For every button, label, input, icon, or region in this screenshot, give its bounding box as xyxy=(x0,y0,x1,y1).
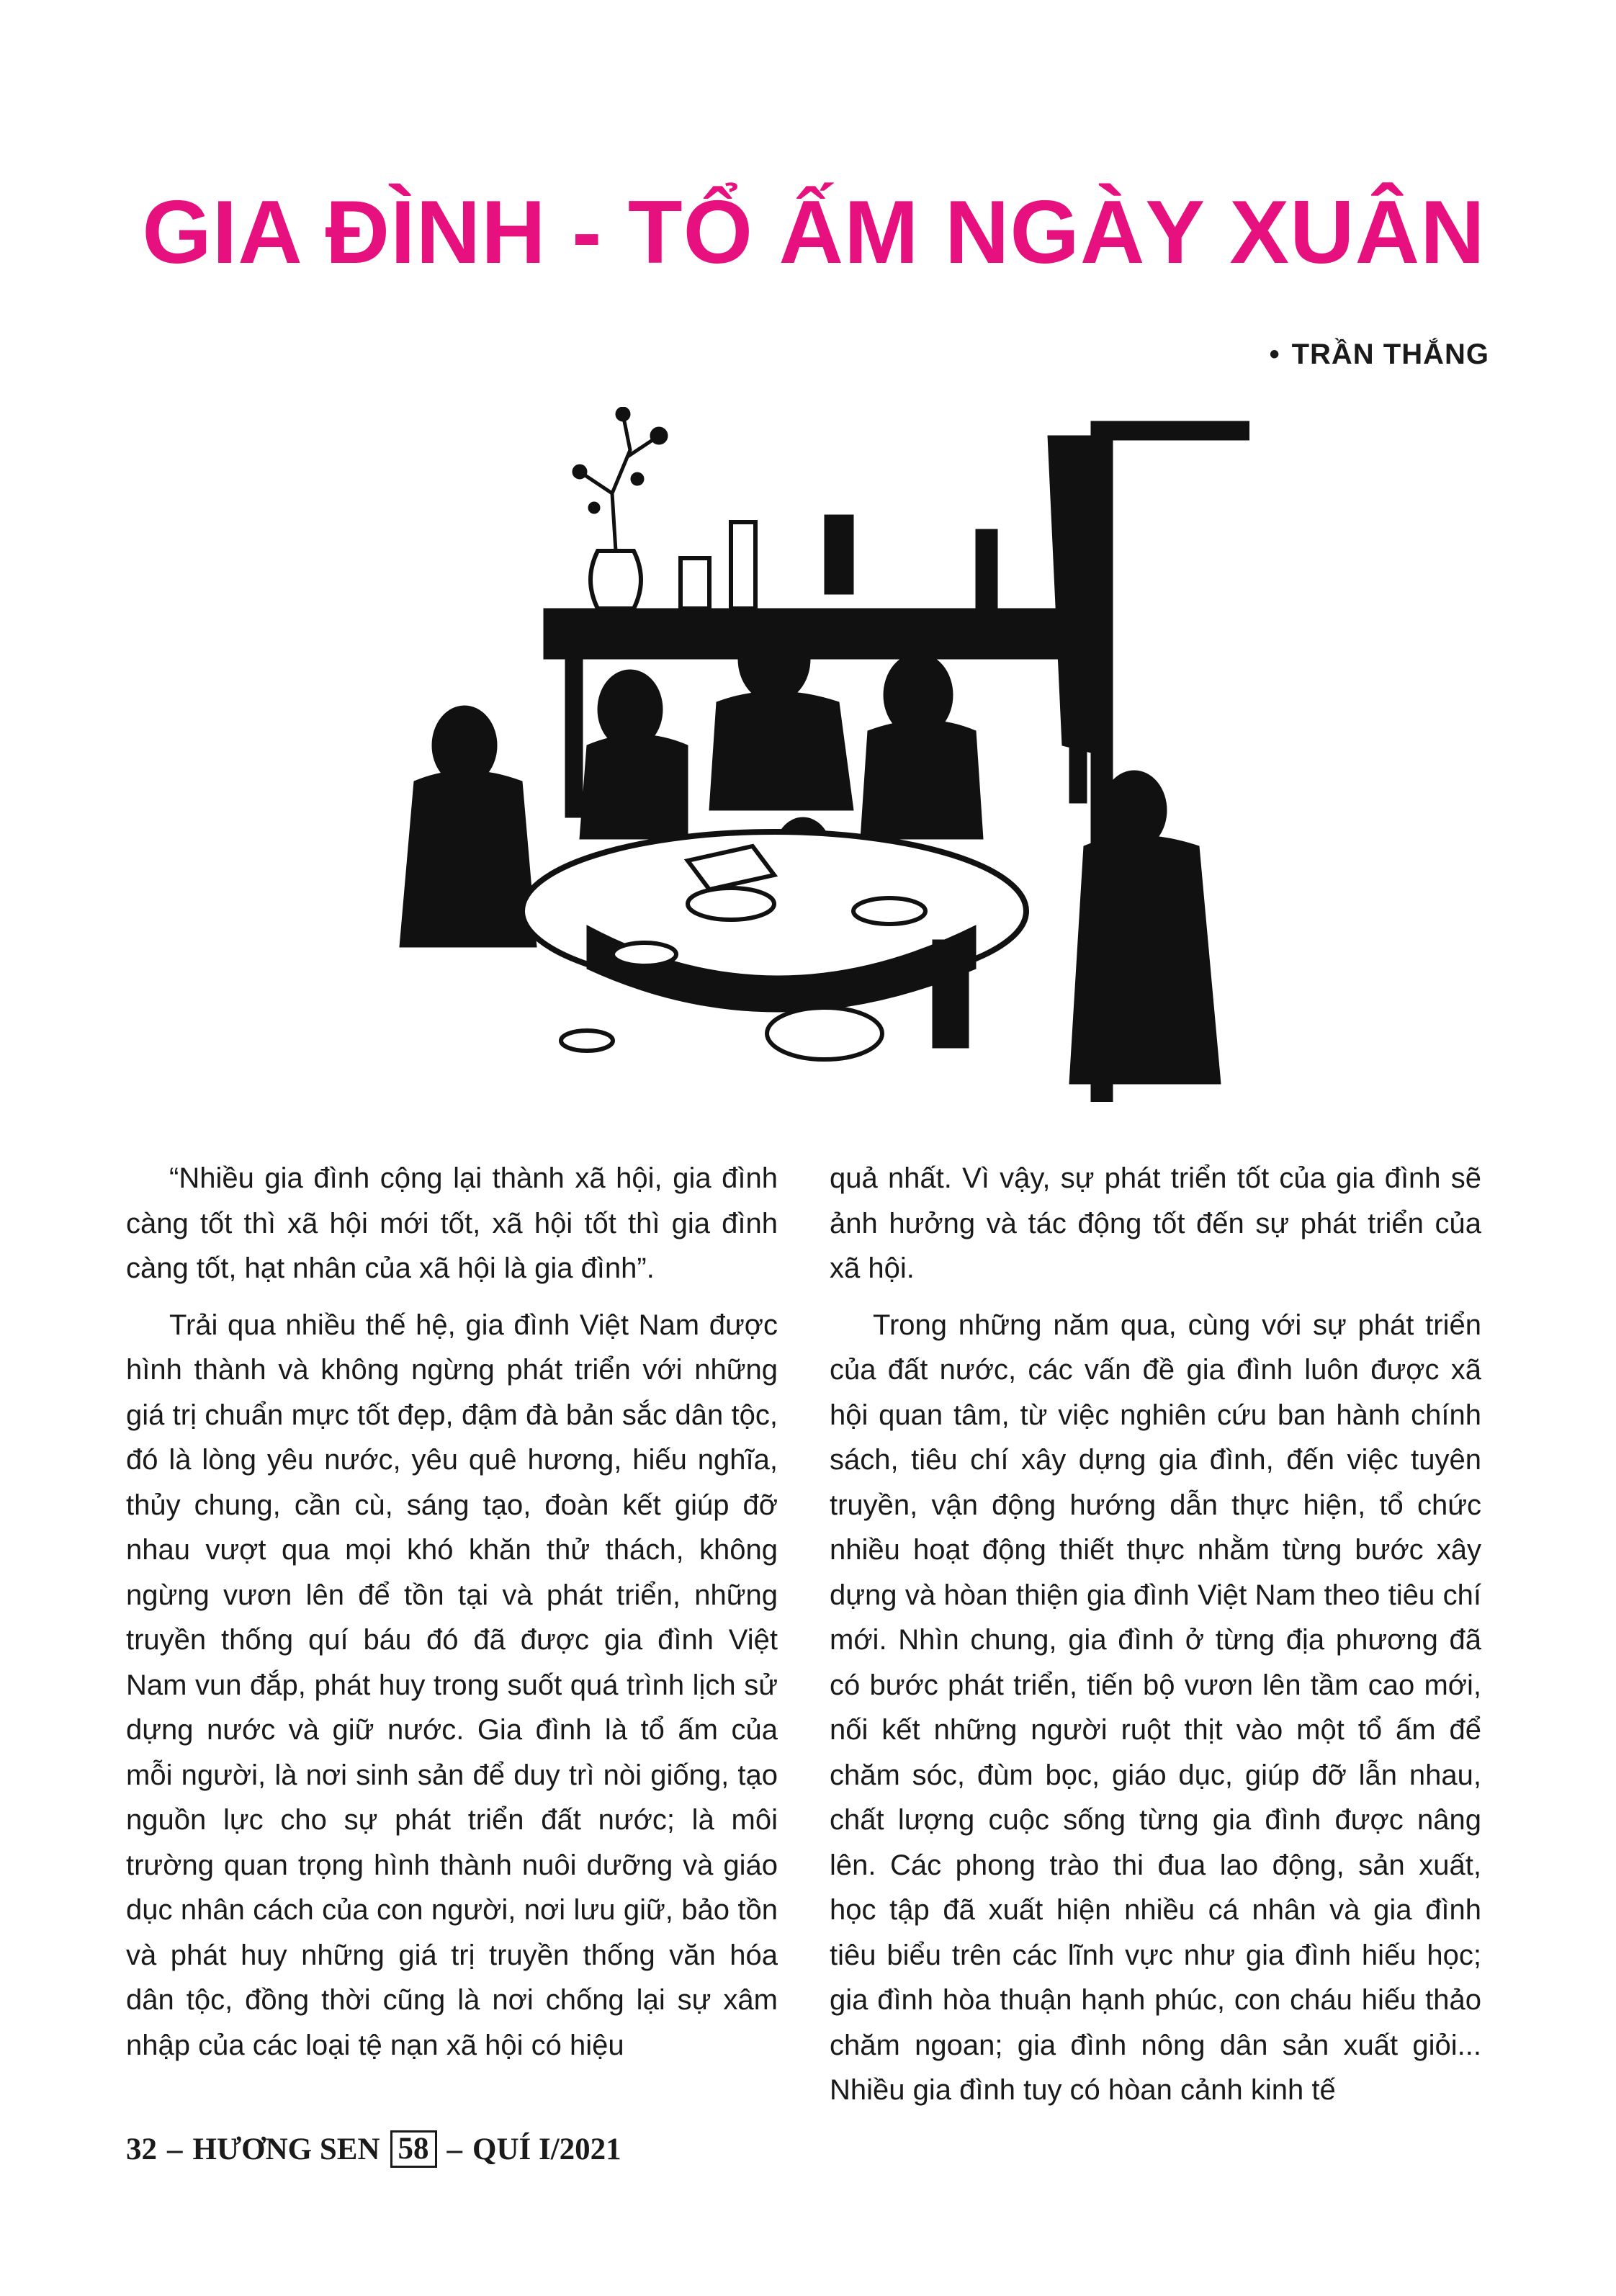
vase-icon xyxy=(591,551,641,609)
paragraph: Trải qua nhiều thế hệ, gia đình Việt Nam được hình thành và không ngừng phát triển với những giá trị chuẩn mực tốt đẹp, đậm đà bản sắc dân tộc, đó là lòng yêu nước, yêu quê hương, hiếu nghĩa, thủy chung, cần cù, sáng tạo, đoàn kết giúp đỡ nhau vượt qua mọi khó khăn thử thách, không ngừng vươn lên để tồn tại và phát triển, những truyền thống quí báu đó đã được gia đình Việt Nam vun đắp, phát huy trong suốt quá trình lịch sử dựng nước và giữ nước. Gia đình là tổ ấm của mỗi người, là nơi sinh sản để duy trì nòi giống, tạo nguồn lực cho sự phát triển đất nước; là môi trường quan trọng hình thành nuôi dưỡng và giáo dục nhân cách của con người, nơi lưu giữ, bảo tồn và phát huy những giá trị truyền thống văn hóa dân tộc, đồng thời cũng là nơi chống lại sự xâm nhập của các loại tệ nạn xã hội có hiệu xyxy=(126,1309,778,2061)
paragraph-continued: quả nhất. Vì vậy, sự phát triển tốt của gia đình sẽ ảnh hưởng và tác động tốt đến sự phát triển của xã hội. xyxy=(830,1162,1481,1284)
paragraph-quote: “Nhiều gia đình cộng lại thành xã hội, gia đình càng tốt thì xã hội mới tốt, xã hội tốt thì gia đình càng tốt, hạt nhân của xã hội là gia đình”. xyxy=(126,1162,778,1284)
candle-icon xyxy=(976,529,997,609)
bottle-icon xyxy=(731,522,755,609)
bullet-icon: • xyxy=(1269,338,1280,370)
blossom-branch-icon xyxy=(580,414,659,551)
fruit-basket-icon xyxy=(767,1008,882,1059)
issue-quarter: QUÍ I/2021 xyxy=(472,2132,621,2166)
magazine-name: HƯƠNG SEN xyxy=(192,2132,380,2166)
author-byline xyxy=(1270,338,1489,371)
author-name: TRẦN THẮNG xyxy=(1291,338,1489,370)
footer-dash: – xyxy=(167,2132,183,2166)
column-right xyxy=(830,1156,1481,2113)
footer-dash: – xyxy=(446,2132,463,2166)
page-footer xyxy=(126,2130,621,2168)
wine-bottle-icon xyxy=(933,940,969,1048)
article-title: GIA ĐÌNH - TỔ ẤM NGÀY XUÂN xyxy=(142,183,1486,282)
incense-icon xyxy=(825,515,853,594)
altar-cabinet-icon xyxy=(544,609,1105,659)
paragraph: Trong những năm qua, cùng với sự phát triển của đất nước, các vấn đề gia đình luôn được xã hội quan tâm, từ việc nghiên cứu ban hành chính sách, tiêu chí xây dựng gia đình, đến việc tuyên truyền, vận động hướng dẫn thực hiện, tổ chức nhiều hoạt động thiết thực nhằm từng bước xây dựng và hòan thiện gia đình Việt Nam theo tiêu chí mới. Nhìn chung, gia đình ở từng địa phương đã có bước phát triển, tiến bộ vươn lên tầm cao mới, nối kết những người ruột thịt vào một tổ ấm để chăm sóc, đùm bọc, giáo dục, giúp đỡ lẫn nhau, chất lượng cuộc sống từng gia đình được nâng lên. Các phong trào thi đua lao động, sản xuất, học tập đã xuất hiện nhiều cá nhân và gia đình tiêu biểu trên các lĩnh vực như gia đình hiếu học; gia đình hòa thuận hạnh phúc, con cháu hiếu thảo chăm ngoan; gia đình nông dân sản xuất giỏi... Nhiều gia đình tuy có hòan cảnh kinh tế xyxy=(830,1309,1481,2106)
issue-number: 58 xyxy=(390,2130,437,2168)
blossom-flowers-icon xyxy=(573,407,668,514)
bowl-icon xyxy=(688,888,774,920)
column-left xyxy=(126,1156,778,2068)
family-new-year-dinner-illustration xyxy=(328,407,1249,1102)
page-number: 32 xyxy=(126,2132,157,2166)
